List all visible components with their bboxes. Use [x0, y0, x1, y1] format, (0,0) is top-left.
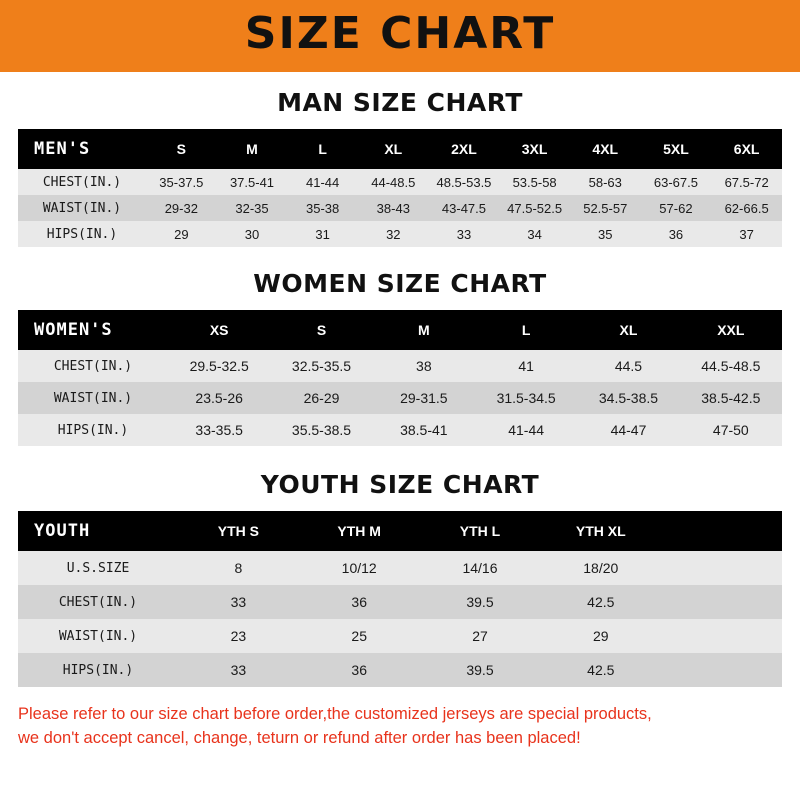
table-cell: 36	[351, 594, 367, 610]
table-cell: 36	[351, 662, 367, 678]
table-cell: 37.5-41	[229, 174, 275, 190]
table-cell: 29	[593, 628, 609, 644]
table-cell: 14/16	[462, 560, 498, 576]
table-row	[18, 195, 782, 221]
youth-size-table	[18, 511, 782, 687]
footer-note	[18, 703, 782, 751]
table-cell: 38-43	[376, 200, 410, 216]
table-cell-empty	[661, 653, 782, 687]
table-cell: 62-66.5	[724, 200, 769, 216]
women-section-title: WOMEN SIZE CHART	[253, 269, 547, 298]
table-cell: 41-44	[508, 422, 545, 438]
table-cell: 39.5	[466, 662, 494, 678]
table-cell: 33	[230, 662, 247, 678]
men-size-s: S	[146, 129, 217, 169]
youth-size-m: YTH M	[299, 511, 420, 551]
youth-size-l: YTH L	[420, 511, 541, 551]
table-cell: 25	[351, 628, 367, 644]
table-cell: 48.5-53.5	[436, 174, 492, 190]
table-cell: 35-38	[306, 200, 340, 216]
youth-row-label-chest: CHEST(IN.)	[58, 594, 138, 610]
table-cell: 29-31.5	[400, 390, 448, 406]
table-cell: 33-35.5	[195, 422, 243, 438]
men-size-xl: XL	[358, 129, 429, 169]
table-cell: 32-35	[235, 200, 269, 216]
youth-size-xl: YTH XL	[540, 511, 661, 551]
women-row-label-chest: CHEST(IN.)	[53, 358, 133, 374]
table-cell: 38.5-42.5	[701, 390, 761, 406]
men-size-6xl: 6XL	[711, 129, 782, 169]
women-size-xxl: XXL	[680, 310, 782, 350]
table-cell-empty	[661, 585, 782, 619]
table-cell: 35.5-38.5	[291, 422, 352, 438]
table-cell: 38	[416, 358, 432, 374]
table-cell: 29	[174, 226, 189, 242]
footer-line-2: we don't accept cancel, change, teturn or refund after order has been placed!	[18, 728, 581, 747]
table-row	[18, 653, 782, 687]
table-cell: 27	[472, 628, 488, 644]
table-cell: 44-47	[610, 422, 647, 438]
table-cell: 35	[598, 226, 613, 242]
table-cell: 39.5	[466, 594, 494, 610]
youth-table-header	[18, 511, 782, 551]
table-cell: 63-67.5	[653, 174, 698, 190]
table-cell: 18/20	[583, 560, 619, 576]
banner-right-block	[688, 0, 800, 72]
women-row-label-waist: WAIST(IN.)	[53, 390, 133, 406]
page-title: SIZE CHART	[244, 8, 556, 59]
table-cell-empty	[661, 619, 782, 653]
youth-row-label-waist: WAIST(IN.)	[58, 628, 138, 644]
table-cell: 32	[386, 226, 401, 242]
youth-header-spacer	[661, 511, 782, 551]
table-cell: 38.5-41	[400, 422, 448, 438]
men-header-label: MEN'S	[18, 129, 146, 169]
table-cell: 42.5	[587, 662, 615, 678]
women-size-xl: XL	[577, 310, 679, 350]
table-cell: 53.5-58	[512, 174, 557, 190]
women-size-l: L	[475, 310, 577, 350]
table-cell: 33	[230, 594, 247, 610]
table-cell: 30	[244, 226, 260, 242]
men-size-table	[18, 129, 782, 247]
table-row	[18, 169, 782, 195]
table-row	[18, 551, 782, 585]
men-size-2xl: 2XL	[429, 129, 500, 169]
table-cell: 29.5-32.5	[189, 358, 249, 374]
table-row	[18, 350, 782, 382]
table-header-row	[18, 129, 782, 169]
table-cell: 67.5-72	[724, 174, 769, 190]
women-size-m: M	[373, 310, 475, 350]
table-cell: 42.5	[587, 594, 615, 610]
table-cell: 47.5-52.5	[507, 200, 563, 216]
youth-row-label-hips: HIPS(IN.)	[62, 662, 134, 678]
table-cell: 34.5-38.5	[598, 390, 659, 406]
table-cell: 31.5-34.5	[496, 390, 556, 406]
table-cell: 36	[668, 226, 684, 242]
table-header-row	[18, 310, 782, 350]
men-row-label-waist: WAIST(IN.)	[42, 200, 122, 216]
women-table-body	[18, 350, 782, 446]
women-size-table	[18, 310, 782, 446]
table-cell-empty	[661, 551, 782, 585]
youth-size-s: YTH S	[178, 511, 299, 551]
men-size-5xl: 5XL	[641, 129, 712, 169]
men-table-header	[18, 129, 782, 169]
women-size-xs: XS	[168, 310, 270, 350]
table-cell: 31	[315, 226, 330, 242]
footer-line-1: Please refer to our size chart before order,the customized jerseys are special products,	[18, 705, 652, 723]
table-cell: 10/12	[341, 560, 377, 576]
women-header-label: WOMEN'S	[18, 310, 168, 350]
table-cell: 33	[456, 226, 472, 242]
table-cell: 47-50	[712, 422, 749, 438]
table-cell: 23.5-26	[195, 390, 243, 406]
youth-row-label-ussize: U.S.SIZE	[66, 560, 130, 576]
table-row	[18, 221, 782, 247]
table-cell: 8	[234, 560, 243, 576]
banner-left-block	[0, 0, 112, 72]
youth-table-body	[18, 551, 782, 687]
women-size-s: S	[270, 310, 372, 350]
table-cell: 32.5-35.5	[291, 358, 352, 374]
table-cell: 37	[739, 226, 754, 242]
youth-section-title: YOUTH SIZE CHART	[260, 470, 540, 499]
table-row	[18, 619, 782, 653]
men-table-body	[18, 169, 782, 247]
table-row	[18, 382, 782, 414]
men-size-m: M	[217, 129, 288, 169]
table-cell: 35-37.5	[159, 174, 204, 190]
women-table-header	[18, 310, 782, 350]
content-area	[0, 88, 800, 751]
table-cell: 26-29	[303, 390, 340, 406]
table-cell: 52.5-57	[583, 200, 628, 216]
men-row-label-chest: CHEST(IN.)	[42, 174, 122, 190]
table-cell: 34	[527, 226, 542, 242]
men-section-title: MAN SIZE CHART	[277, 88, 523, 117]
table-cell: 41	[518, 358, 534, 374]
men-size-3xl: 3XL	[499, 129, 570, 169]
table-row	[18, 414, 782, 446]
header-banner	[0, 0, 800, 72]
table-cell: 43-47.5	[441, 200, 486, 216]
table-cell: 44-48.5	[371, 174, 416, 190]
table-cell: 57-62	[659, 200, 693, 216]
table-cell: 29-32	[164, 200, 198, 216]
men-size-4xl: 4XL	[570, 129, 641, 169]
table-cell: 44.5-48.5	[701, 358, 761, 374]
table-cell: 41-44	[306, 174, 340, 190]
men-row-label-hips: HIPS(IN.)	[46, 226, 118, 242]
table-row	[18, 585, 782, 619]
table-cell: 58-63	[588, 174, 622, 190]
banner-center-block	[112, 0, 688, 72]
table-header-row	[18, 511, 782, 551]
table-cell: 23	[230, 628, 247, 644]
men-size-l: L	[287, 129, 358, 169]
women-row-label-hips: HIPS(IN.)	[57, 422, 129, 438]
youth-header-label: YOUTH	[18, 511, 178, 551]
table-cell: 44.5	[614, 358, 643, 374]
